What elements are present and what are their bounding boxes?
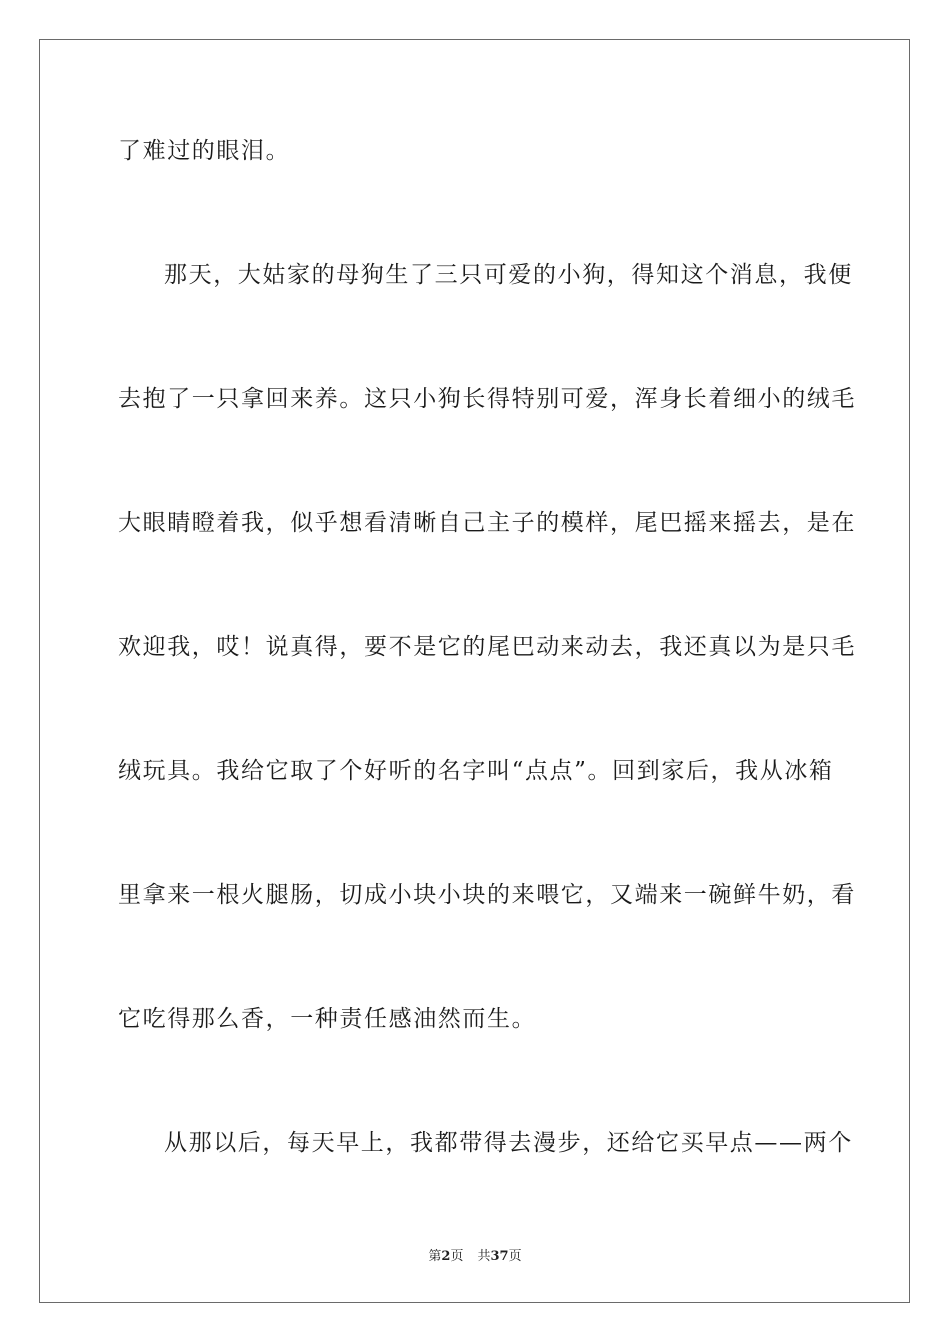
text-line-5: 欢迎我，哎！说真得，要不是它的尾巴动来动去，我还真以为是只毛: [118, 634, 856, 660]
text-line-2: 那天，大姑家的母狗生了三只可爱的小狗，得知这个消息，我便: [164, 262, 853, 288]
text-line-8: 它吃得那么香，一种责任感油然而生。: [118, 1006, 537, 1032]
total-prefix: 共: [477, 1249, 491, 1264]
page-border: [39, 39, 910, 1303]
page-number: 2: [441, 1249, 451, 1264]
text-line-3: 去抱了一只拿回来养。这只小狗长得特别可爱，浑身长着细小的绒毛: [118, 386, 856, 412]
page-prefix: 第: [428, 1249, 442, 1264]
page-footer: [0, 1248, 950, 1266]
total-suffix: 页: [508, 1249, 522, 1264]
total-pages: 37: [490, 1249, 509, 1264]
text-line-9: 从那以后，每天早上，我都带得去漫步，还给它买早点——两个: [164, 1130, 853, 1156]
text-line-7: 里拿来一根火腿肠，切成小块小块的来喂它，又端来一碗鲜牛奶，看: [118, 882, 856, 908]
text-line-4: 大眼睛瞪着我，似乎想看清晰自己主子的模样，尾巴摇来摇去，是在: [118, 510, 856, 536]
text-line-6: 绒玩具。我给它取了个好听的名字叫“点点”。回到家后，我从冰箱: [118, 758, 834, 784]
text-line-1: 了难过的眼泪。: [118, 138, 291, 164]
page-suffix: 页: [450, 1249, 464, 1264]
